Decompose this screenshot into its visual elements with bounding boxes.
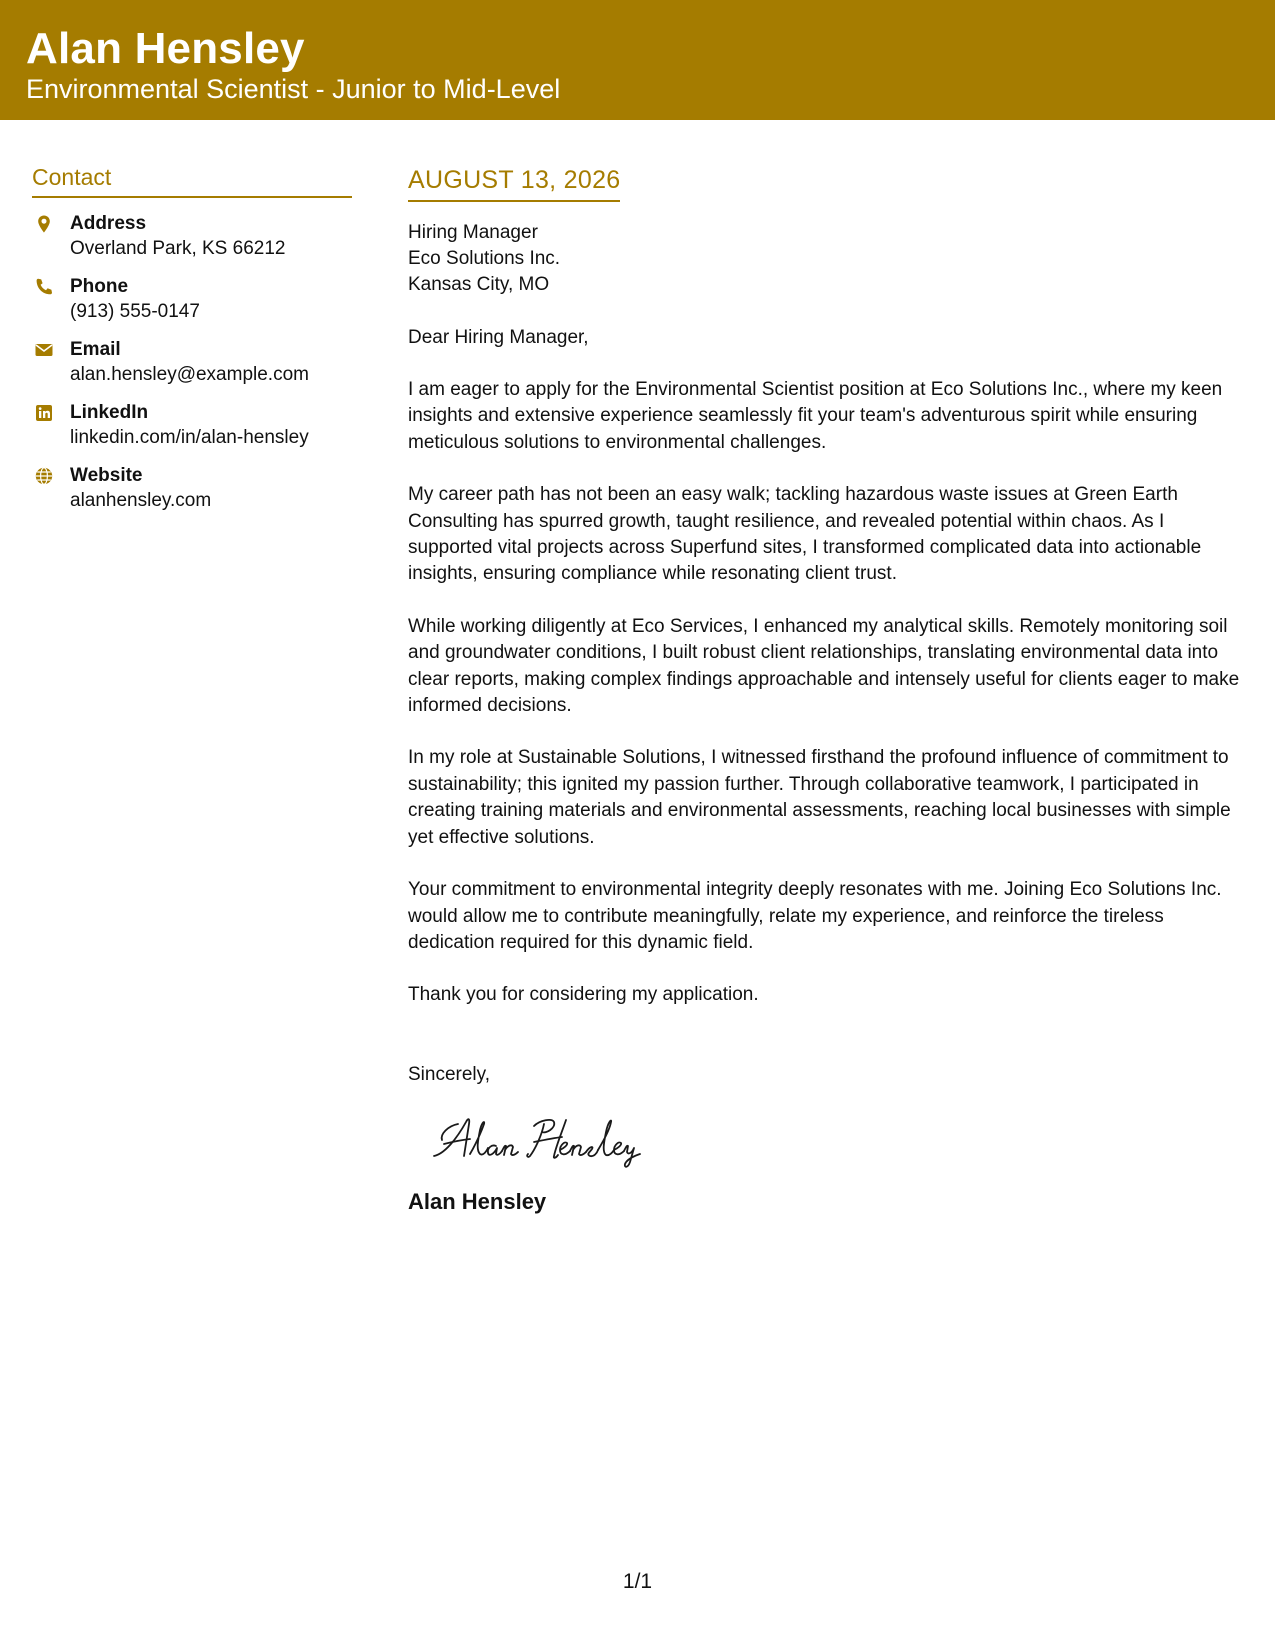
signer-name: Alan Hensley <box>408 1188 547 1214</box>
contact-item-linkedin <box>32 401 352 464</box>
letter-paragraph: My career path has not been an easy walk; tackling hazardous waste issues at Green Earth Consulting has spurred growth, taught resilience, and revealed potential within chaos. As I supported vital projects across Superfund sites, I transformed complicated data into actionable insights, ensuring compliance while resonating client trust. <box>408 484 1202 585</box>
header-banner <box>0 0 1275 120</box>
letter-paragraph: In my role at Sustainable Solutions, I witnessed firsthand the profound influence of commitment to sustainability; this ignited my passion further. Through collaborative teamwork, I participated in creating training materials and environmental assessments, reaching local businesses with simple yet effective solutions. <box>408 747 1231 848</box>
contact-value: Overland Park, KS 66212 <box>70 238 286 259</box>
letter-paragraph: While working diligently at Eco Services, I enhanced my analytical skills. Remotely monitoring soil and groundwater conditions, I built robust client relationships, translating environmental data into clear reports, making complex findings approachable and intensely useful for clients eager to make informed decisions. <box>408 615 1240 717</box>
contact-value: alanhensley.com <box>70 490 212 511</box>
contact-item-address <box>32 212 352 275</box>
letter-paragraph: I am eager to apply for the Environmental Scientist position at Eco Solutions Inc., where my keen insights and extensive experience seamlessly fit your team's adventurous spirit while ensuring meticulous solutions to environmental challenges. <box>408 379 1223 453</box>
page-number: 1/1 <box>622 1570 653 1593</box>
recipient-line: Eco Solutions Inc. <box>408 248 561 269</box>
salutation: Dear Hiring Manager, <box>408 327 589 348</box>
contact-label: Email <box>70 339 121 360</box>
letter-date: AUGUST 13, 2026 <box>408 164 620 202</box>
map-pin-icon <box>34 214 54 234</box>
recipient-line: Hiring Manager <box>408 222 538 243</box>
globe-icon <box>34 466 54 486</box>
contact-label: Address <box>70 213 147 234</box>
contact-heading: Contact <box>32 162 352 198</box>
handwritten-signature <box>430 1110 670 1170</box>
letter-body <box>408 164 1248 1216</box>
contact-label: Phone <box>70 276 129 297</box>
contact-item-website <box>32 464 352 527</box>
contact-value: (913) 555-0147 <box>70 301 200 322</box>
applicant-name: Alan Hensley <box>26 24 305 73</box>
contact-value: linkedin.com/in/alan-hensley <box>70 427 309 448</box>
phone-icon <box>34 277 54 297</box>
contact-item-email <box>32 338 352 401</box>
closing: Sincerely, <box>408 1063 491 1085</box>
contact-item-phone <box>32 275 352 338</box>
contact-value: alan.hensley@example.com <box>70 364 309 385</box>
envelope-icon <box>34 340 54 360</box>
contact-label: Website <box>70 465 143 486</box>
letter-paragraph: Thank you for considering my application. <box>408 984 759 1006</box>
contact-sidebar <box>32 162 352 527</box>
letter-paragraph: Your commitment to environmental integrity deeply resonates with me. Joining Eco Solutions Inc. would allow me to contribute meaningfully, relate my experience, and reinforce the tireless dedication required for this dynamic field. <box>408 879 1222 953</box>
recipient-block <box>408 220 1248 298</box>
linkedin-icon <box>34 403 54 423</box>
contact-label: LinkedIn <box>70 402 149 423</box>
recipient-line: Kansas City, MO <box>408 274 550 295</box>
applicant-title: Environmental Scientist - Junior to Mid-Level <box>26 74 561 104</box>
